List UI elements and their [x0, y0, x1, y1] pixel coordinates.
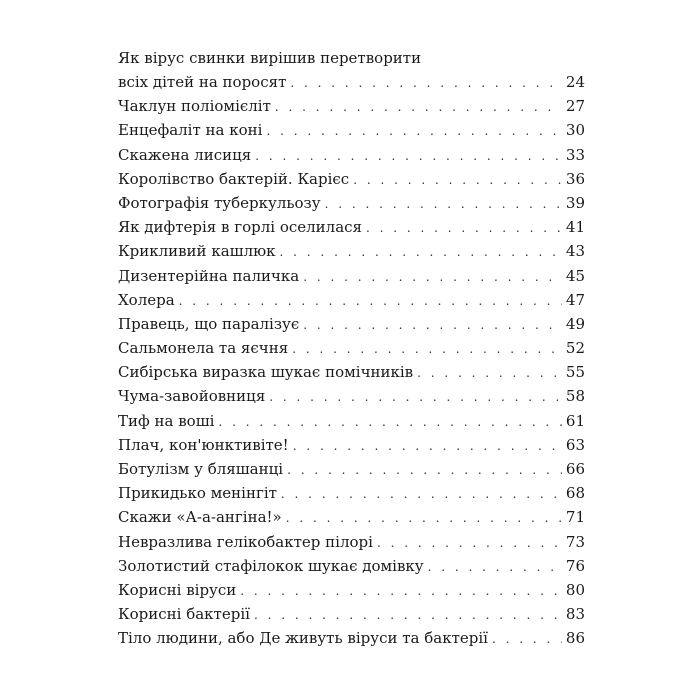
toc-page-number: 73 — [565, 532, 585, 551]
toc-entry — [118, 409, 585, 433]
toc-entry — [118, 288, 585, 312]
toc-entry-title: Крикливий кашлюк — [118, 242, 276, 261]
toc-entry — [118, 143, 585, 167]
toc-page-number: 80 — [565, 580, 585, 599]
toc-entry-title: всіх дітей на поросят — [118, 73, 287, 91]
dot-leader — [275, 95, 562, 119]
toc-entry-title: Скажена лисиця — [118, 145, 252, 164]
toc-entry-title: Тиф на воші — [118, 411, 215, 430]
toc-entry-title: Сальмонела та яєчня — [118, 339, 289, 358]
toc-entry — [118, 215, 585, 239]
toc-entry — [118, 360, 585, 384]
dot-leader — [290, 71, 562, 95]
dot-leader — [428, 555, 562, 579]
toc-entry-title-line1: Як вірус свинки вирішив перетворити — [118, 49, 422, 67]
toc-entry — [118, 457, 585, 481]
toc-page-number: 36 — [565, 169, 585, 188]
toc-entry — [118, 264, 585, 288]
toc-entry-title: Фотографія туберкульозу — [118, 193, 321, 212]
dot-leader — [353, 168, 562, 192]
toc-entry-title: Як дифтерія в горлі оселилася — [118, 218, 363, 237]
dot-leader — [303, 265, 562, 289]
dot-leader — [293, 434, 562, 458]
toc-entry — [118, 433, 585, 457]
toc-entry — [118, 578, 585, 602]
toc-page-number: 86 — [565, 629, 585, 648]
toc-entry — [118, 118, 585, 142]
toc-entry-title: Енцефаліт на коні — [118, 121, 263, 140]
dot-leader — [417, 361, 562, 385]
toc-entry — [118, 191, 585, 215]
dot-leader — [218, 410, 561, 434]
toc-entry-title: Тіло людини, або Де живуть віруси та бактерії — [118, 629, 488, 648]
toc-entry-title: Корисні віруси — [118, 580, 237, 599]
dot-leader — [254, 603, 562, 627]
toc-entry — [118, 239, 585, 263]
toc-entry-title: Королівство бактерій. Карієс — [118, 169, 350, 188]
toc-entry-list — [118, 94, 585, 650]
dot-leader — [325, 192, 562, 216]
toc-entry — [118, 167, 585, 191]
dot-leader — [303, 313, 562, 337]
toc-page-number: 71 — [565, 508, 585, 527]
toc-entry-title: Дизентерійна паличка — [118, 266, 300, 285]
toc-entry-title: Правець, що паралізує — [118, 314, 300, 333]
toc-page-number: 52 — [565, 339, 585, 358]
dot-leader — [292, 337, 562, 361]
dot-leader — [255, 144, 562, 168]
toc-entry — [118, 481, 585, 505]
toc-page-number: 30 — [565, 121, 585, 140]
toc-entry — [118, 602, 585, 626]
dot-leader — [286, 506, 562, 530]
toc-page-number: 66 — [565, 460, 585, 478]
toc-entry-title: Ботулізм у бляшанці — [118, 460, 284, 478]
toc-entry-title: Сибірська виразка шукає помічників — [118, 363, 414, 382]
toc-entry-title: Плач, кон'юнктивіте! — [118, 435, 289, 454]
toc-entry-title: Прикидько менінгіт — [118, 484, 277, 503]
toc-entry-title: Золотистий стафілокок шукає домівку — [118, 556, 424, 575]
toc-entry-title: Чума-завойовниця — [118, 387, 266, 406]
toc-entry — [118, 626, 585, 650]
toc-entry-title: Корисні бактерії — [118, 605, 250, 624]
dot-leader — [366, 216, 562, 240]
toc-page-number: 41 — [565, 218, 585, 237]
toc-page-number: 27 — [565, 97, 585, 116]
dot-leader — [281, 482, 562, 506]
toc-page-number: 61 — [565, 411, 585, 430]
toc-page-number: 49 — [565, 314, 585, 333]
dot-leader — [269, 385, 562, 409]
toc-page-number: 76 — [565, 556, 585, 575]
toc-entry-title: Холера — [118, 290, 175, 309]
toc-entry — [118, 554, 585, 578]
toc-entry-title: Невразлива гелікобактер пілорі — [118, 532, 373, 551]
toc-entry-title: Скажи «А-а-ангіна!» — [118, 508, 282, 527]
dot-leader — [179, 289, 562, 313]
toc-page-number: 83 — [565, 605, 585, 624]
toc-page-number: 55 — [565, 363, 585, 382]
toc-page-number: 39 — [565, 193, 585, 212]
toc-page-number: 63 — [565, 435, 585, 454]
table-of-contents — [118, 46, 585, 651]
toc-page-number: 47 — [565, 290, 585, 309]
dot-leader — [240, 579, 562, 603]
toc-entry-title: Чаклун поліомієліт — [118, 97, 271, 116]
toc-entry — [118, 70, 585, 94]
toc-page-number: 33 — [565, 145, 585, 164]
toc-entry — [118, 336, 585, 360]
toc-entry — [118, 94, 585, 118]
dot-leader — [377, 531, 562, 555]
toc-page-number: 24 — [565, 73, 585, 91]
toc-entry — [118, 505, 585, 529]
dot-leader — [280, 240, 562, 264]
dot-leader — [287, 458, 562, 482]
toc-page-number: 58 — [565, 387, 585, 406]
toc-page-number: 68 — [565, 484, 585, 503]
toc-page-number: 43 — [565, 242, 585, 261]
toc-entry — [118, 312, 585, 336]
toc-page-number: 45 — [565, 266, 585, 285]
toc-entry — [118, 384, 585, 408]
dot-leader — [266, 119, 561, 143]
toc-entry — [118, 530, 585, 554]
dot-leader — [492, 627, 562, 651]
